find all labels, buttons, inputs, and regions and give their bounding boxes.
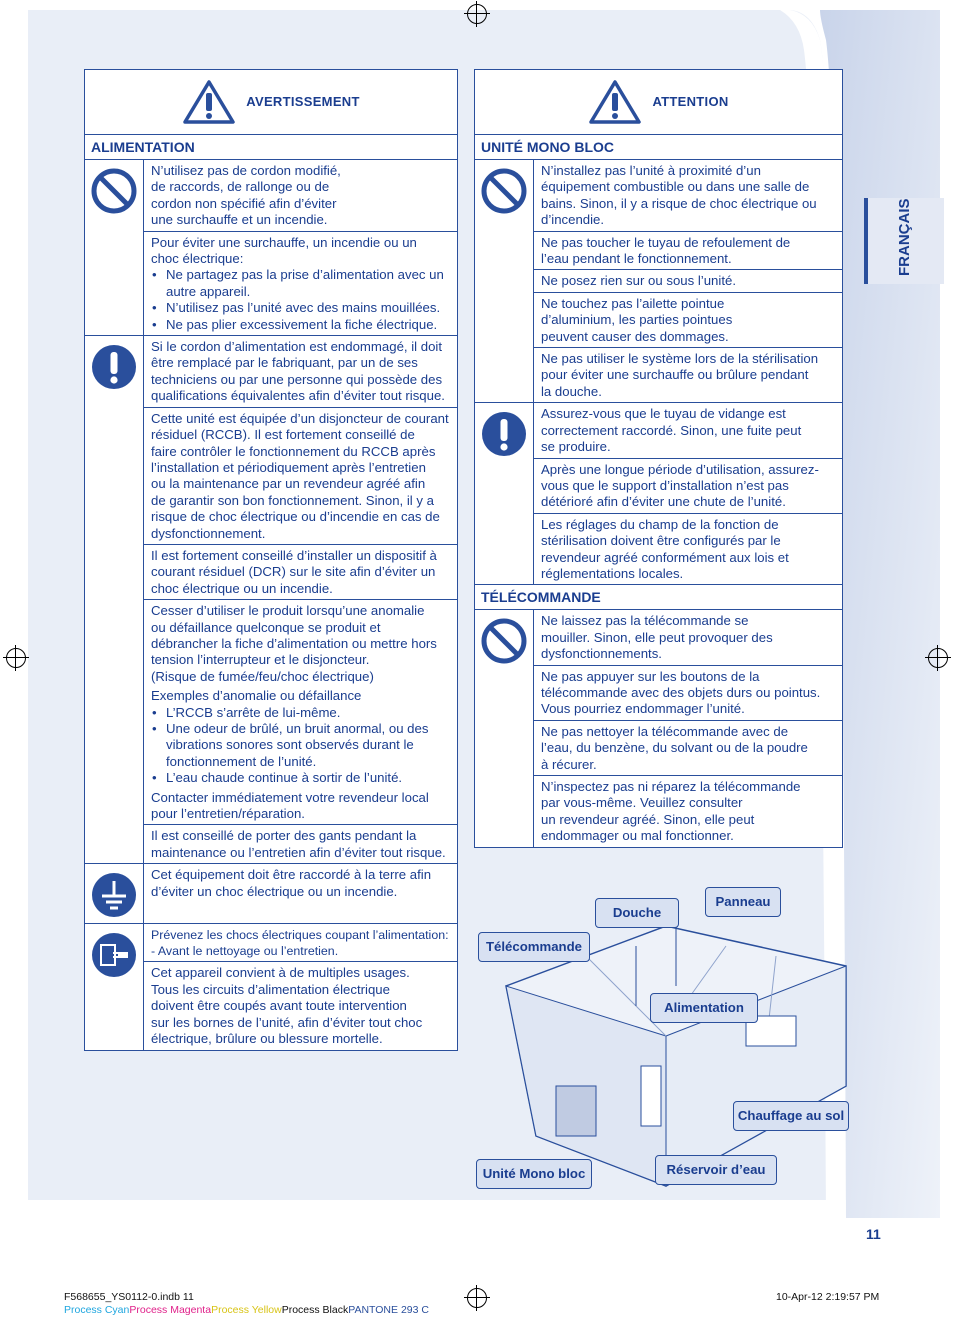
prohibition-icon xyxy=(481,168,527,218)
text-line: pour l’entretien/réparation. xyxy=(151,806,305,822)
exclamation-icon xyxy=(91,344,137,394)
row-text xyxy=(151,339,451,405)
footer-black: Process Black xyxy=(281,1304,349,1316)
text-line: Les réglages du champ de la fonction de xyxy=(541,516,779,532)
warning-groups xyxy=(85,160,457,1050)
text-line: d’aluminium, les parties pointues xyxy=(541,312,733,328)
text-line: Ne pas utiliser le système lors de la stérilisation xyxy=(541,351,819,367)
label-chauffage: Chauffage au sol xyxy=(733,1101,849,1131)
rule-row xyxy=(534,232,842,271)
rule-row xyxy=(144,160,457,232)
section-title: UNITÉ MONO BLOC xyxy=(475,135,842,160)
text-line: par vous-même. Veuillez consulter xyxy=(541,795,743,811)
text-line: endommager ou mal fonctionner. xyxy=(541,828,734,844)
warning-header-label: AVERTISSEMENT xyxy=(246,93,360,109)
text-line: choc électrique: xyxy=(151,251,244,267)
caution-header-label: ATTENTION xyxy=(652,93,729,109)
footer-date: 10-Apr-12 2:19:57 PM xyxy=(776,1291,880,1303)
language-tab xyxy=(864,198,944,284)
text-line: Cesser d’utiliser le produit lorsqu’une anomalie xyxy=(151,603,425,619)
row-text xyxy=(541,613,836,662)
text-line: Il est conseillé de porter des gants pendant la xyxy=(151,828,417,844)
rule-rows xyxy=(144,864,457,922)
text-line: techniciens ou par une personne qui possède des xyxy=(151,371,443,387)
text-line: vous que le support d’installation n’est pas xyxy=(541,477,789,493)
text-line: N’installez pas l’unité à proximité d’un xyxy=(541,163,761,178)
rule-row xyxy=(534,776,842,847)
text-line: N’utilisez pas de cordon modifié, xyxy=(151,163,341,178)
text-line: tension l’interrupteur et le disjoncteur. xyxy=(151,652,370,668)
rule-row xyxy=(144,545,457,600)
row-text xyxy=(541,517,836,583)
ground-icon xyxy=(91,872,137,922)
text-line: détérioré afin d’éviter une chute de l’unité. xyxy=(541,494,786,510)
icon-cell xyxy=(85,336,144,863)
text-line: se produire. xyxy=(541,439,611,455)
text-line: Ne laissez pas la télécommande se xyxy=(541,613,749,629)
footer-magenta: Process Magenta xyxy=(129,1304,212,1316)
rule-rows xyxy=(534,403,842,584)
caution-sections xyxy=(475,135,842,847)
row-text xyxy=(541,406,836,455)
text-line: Si le cordon d’alimentation est endommagé, il doit xyxy=(151,339,443,355)
text-line: stérilisation doivent être configurés par le xyxy=(541,533,781,549)
text-line: - Avant le nettoyage ou l’entretien. xyxy=(151,944,339,959)
text-line: correctement raccordé. Sinon, une fuite peut xyxy=(541,422,802,438)
icon-cell xyxy=(85,864,144,922)
rule-row xyxy=(534,160,842,232)
row-text xyxy=(151,603,451,685)
bullet-item: • Ne pas plier excessivement la fiche électrique. xyxy=(151,317,451,333)
text-line: risque de choc électrique ou d’incendie en cas de xyxy=(151,509,440,525)
registration-mark-left xyxy=(6,648,26,668)
text-line: à récurer. xyxy=(541,756,597,772)
text-line: être remplacé par le fabriquant, par un de ses xyxy=(151,355,418,371)
warning-header xyxy=(85,70,457,135)
rule-group xyxy=(85,864,457,923)
rule-row xyxy=(534,293,842,348)
text-line: dysfonctionnement. xyxy=(151,525,266,541)
text-line: choc électrique ou un incendie. xyxy=(151,580,333,596)
text-line: Cet appareil convient à de multiples usages. xyxy=(151,965,410,981)
text-line: doivent être coupés avant toute intervention xyxy=(151,998,407,1014)
warning-table xyxy=(84,69,458,1051)
rule-rows xyxy=(534,610,842,846)
text-line: Exemples d’anomalie ou défaillance xyxy=(151,688,362,704)
text-line: N’inspectez pas ni réparez la télécommande xyxy=(541,779,801,794)
row-text xyxy=(151,790,451,823)
bullet-item: • N’utilisez pas l’unité avec des mains mouillées. xyxy=(151,300,451,316)
text-line: Cet équipement doit être raccordé à la terre afin xyxy=(151,867,432,883)
rule-group xyxy=(85,160,457,336)
text-line: l’installation et périodiquement après l’entretien xyxy=(151,459,426,475)
rule-row xyxy=(144,408,457,545)
text-line: Prévenez les chocs électriques coupant l’alimentation: xyxy=(151,927,449,942)
rule-group xyxy=(475,160,842,403)
row-text xyxy=(151,235,451,268)
text-line: la douche. xyxy=(541,383,602,399)
text-line: électrique, brûlure ou blessure mortelle. xyxy=(151,1031,383,1047)
text-line: Tous les circuits d’alimentation électrique xyxy=(151,981,390,997)
text-line: mouiller. Sinon, elle peut provoquer des xyxy=(541,629,773,645)
rule-row xyxy=(534,459,842,514)
section-groups xyxy=(475,610,842,846)
text-line: Ne posez rien sur ou sous l’unité. xyxy=(541,273,736,289)
rule-row xyxy=(534,348,842,402)
footer-pantone: PANTONE 293 C xyxy=(348,1304,429,1316)
text-line: sur les bornes de l’unité, afin d’éviter tout choc xyxy=(151,1014,423,1030)
rule-row xyxy=(144,825,457,863)
text-line: Ne pas nettoyer la télécommande avec de xyxy=(541,723,789,739)
row-text xyxy=(151,828,451,861)
rule-rows xyxy=(144,924,457,1050)
text-line: Vous pourriez endommager l’unité. xyxy=(541,701,745,717)
row-text xyxy=(541,273,836,289)
rule-row xyxy=(144,336,457,408)
text-line: l’eau, du benzène, du solvant ou de la poudre xyxy=(541,740,808,756)
row-text xyxy=(151,927,451,960)
text-line: une surchauffe et un incendie. xyxy=(151,212,328,228)
text-line: faire contrôler le fonctionnement du RCCB après xyxy=(151,443,436,459)
unplug-icon xyxy=(91,932,137,982)
text-line: ou défaillance quelconque se produit et xyxy=(151,619,381,635)
rule-row xyxy=(534,721,842,776)
text-line: de garantir son bon fonctionnement. Sinon, il y a xyxy=(151,492,434,508)
text-line: résiduel (RCCB). Il est fortement conseillé de xyxy=(151,427,415,443)
text-line: courant résiduel (DCR) sur le site afin d’éviter un xyxy=(151,564,436,580)
registration-mark-right xyxy=(928,648,948,668)
row-text xyxy=(541,779,836,845)
registration-mark-bottom xyxy=(467,1288,487,1308)
text-line: débrancher la fiche d’alimentation ou mettre hors xyxy=(151,635,437,651)
bullet-list xyxy=(151,267,451,333)
text-line: Ne touchez pas l’ailette pointue xyxy=(541,295,725,311)
page-number: 11 xyxy=(866,1226,881,1242)
language-tab-label: FRANÇAIS xyxy=(896,198,913,276)
icon-cell xyxy=(85,924,144,1050)
bullet-item: • L’RCCB s’arrête de lui-même. xyxy=(151,705,451,721)
rule-row xyxy=(534,403,842,458)
rule-row xyxy=(144,962,457,1049)
text-line: (Risque de fumée/feu/choc électrique) xyxy=(151,668,374,684)
text-line: d’éviter un choc électrique ou un incendie. xyxy=(151,883,398,899)
rule-row xyxy=(534,270,842,292)
text-line: Ne pas toucher le tuyau de refoulement de xyxy=(541,234,791,250)
icon-cell xyxy=(475,403,534,584)
text-line: un revendeur agréé. Sinon, elle peut xyxy=(541,811,755,827)
text-line: de raccords, de rallonge ou de xyxy=(151,179,330,195)
text-line: d’incendie. xyxy=(541,212,605,228)
rule-row xyxy=(144,232,457,335)
prohibition-icon xyxy=(91,168,137,218)
text-line: équipement combustible ou dans une salle de xyxy=(541,179,810,195)
rule-row xyxy=(534,514,842,585)
bullet-item: • L’eau chaude continue à sortir de l’unité. xyxy=(151,770,451,786)
footer-file: F568655_YS0112-0.indb 11 xyxy=(64,1291,194,1303)
text-line: dysfonctionnements. xyxy=(541,646,662,662)
bullet-list xyxy=(151,705,451,787)
caution-triangle-icon xyxy=(588,79,642,125)
text-line: maintenance ou l’entretien afin d’éviter tout risque. xyxy=(151,844,446,860)
row-text xyxy=(541,296,836,345)
row-text xyxy=(151,411,451,542)
footer-process-colors xyxy=(64,1304,429,1316)
row-text xyxy=(541,163,836,229)
bullet-item: • Ne partagez pas la prise d’alimentation avec un autre appareil. xyxy=(151,267,451,300)
row-text xyxy=(541,235,836,268)
bullet-item: • Une odeur de brûlé, un bruit anormal, ou des vibrations sonores sont observés durant le fonctionnement de l’unité. xyxy=(151,721,451,770)
row-text xyxy=(541,351,836,400)
text-line: l’eau pendant le fonctionnement. xyxy=(541,251,732,267)
row-text xyxy=(541,669,836,718)
row-text xyxy=(541,724,836,773)
text-line: Contacter immédiatement votre revendeur local xyxy=(151,789,429,805)
label-unite: Unité Mono bloc xyxy=(476,1159,592,1189)
text-line: Assurez-vous que le tuyau de vidange est xyxy=(541,406,786,422)
caution-table xyxy=(474,69,843,848)
footer-cyan: Process Cyan xyxy=(64,1304,130,1316)
row-text xyxy=(151,965,451,1047)
text-line: ou la maintenance par un revendeur agréé afin xyxy=(151,476,426,492)
label-reservoir: Réservoir d’eau xyxy=(655,1155,777,1185)
text-line: bains. Sinon, il y a risque de choc électrique ou xyxy=(541,195,817,211)
icon-cell xyxy=(85,160,144,335)
text-line: cordon non spécifié afin d’éviter xyxy=(151,195,337,211)
caution-header xyxy=(475,70,842,135)
footer-yellow: Process Yellow xyxy=(211,1304,282,1316)
text-line: Il est fortement conseillé d’installer un dispositif à xyxy=(151,547,437,563)
text-line: Cette unité est équipée d’un disjoncteur de courant xyxy=(151,410,449,426)
text-line: qualifications équivalentes afin d’éviter tout risque. xyxy=(151,388,445,404)
prohibition-icon xyxy=(481,618,527,668)
rule-rows xyxy=(144,336,457,863)
text-line: Ne pas appuyer sur les boutons de la xyxy=(541,668,760,684)
rule-group xyxy=(475,403,842,585)
rule-row xyxy=(534,610,842,665)
text-line: Pour éviter une surchauffe, un incendie ou un xyxy=(151,234,417,250)
label-alimentation: Alimentation xyxy=(650,993,758,1023)
label-panneau: Panneau xyxy=(705,887,781,917)
section-title: TÉLÉCOMMANDE xyxy=(475,585,842,610)
row-text xyxy=(151,548,451,597)
text-line: pour éviter une surchauffe ou brûlure pendant xyxy=(541,367,809,383)
rule-row xyxy=(144,924,457,963)
rule-group xyxy=(475,610,842,846)
exclamation-icon xyxy=(481,411,527,461)
text-line: Après une longue période d’utilisation, assurez- xyxy=(541,461,819,477)
text-line: peuvent causer des dommages. xyxy=(541,328,729,344)
rule-group xyxy=(85,924,457,1050)
rule-group xyxy=(85,336,457,864)
label-telecommande: Télécommande xyxy=(478,932,590,962)
row-text xyxy=(541,462,836,511)
text-line: réglementations locales. xyxy=(541,565,684,581)
rule-rows xyxy=(144,160,457,335)
row-text xyxy=(151,688,451,704)
registration-mark-top xyxy=(467,4,487,24)
text-line: télécommande avec des objets durs ou pointus. xyxy=(541,684,821,700)
rule-row xyxy=(144,864,457,919)
warning-triangle-icon xyxy=(182,79,236,125)
section-alimentation: ALIMENTATION xyxy=(85,135,457,160)
section-groups xyxy=(475,160,842,585)
rule-rows xyxy=(534,160,842,402)
icon-cell xyxy=(475,160,534,402)
label-douche: Douche xyxy=(595,898,679,928)
row-text xyxy=(151,867,451,900)
icon-cell xyxy=(475,610,534,846)
rule-row xyxy=(144,600,457,825)
rule-row xyxy=(534,666,842,721)
row-text xyxy=(151,163,451,229)
text-line: revendeur agréé conformément aux lois et xyxy=(541,549,789,565)
